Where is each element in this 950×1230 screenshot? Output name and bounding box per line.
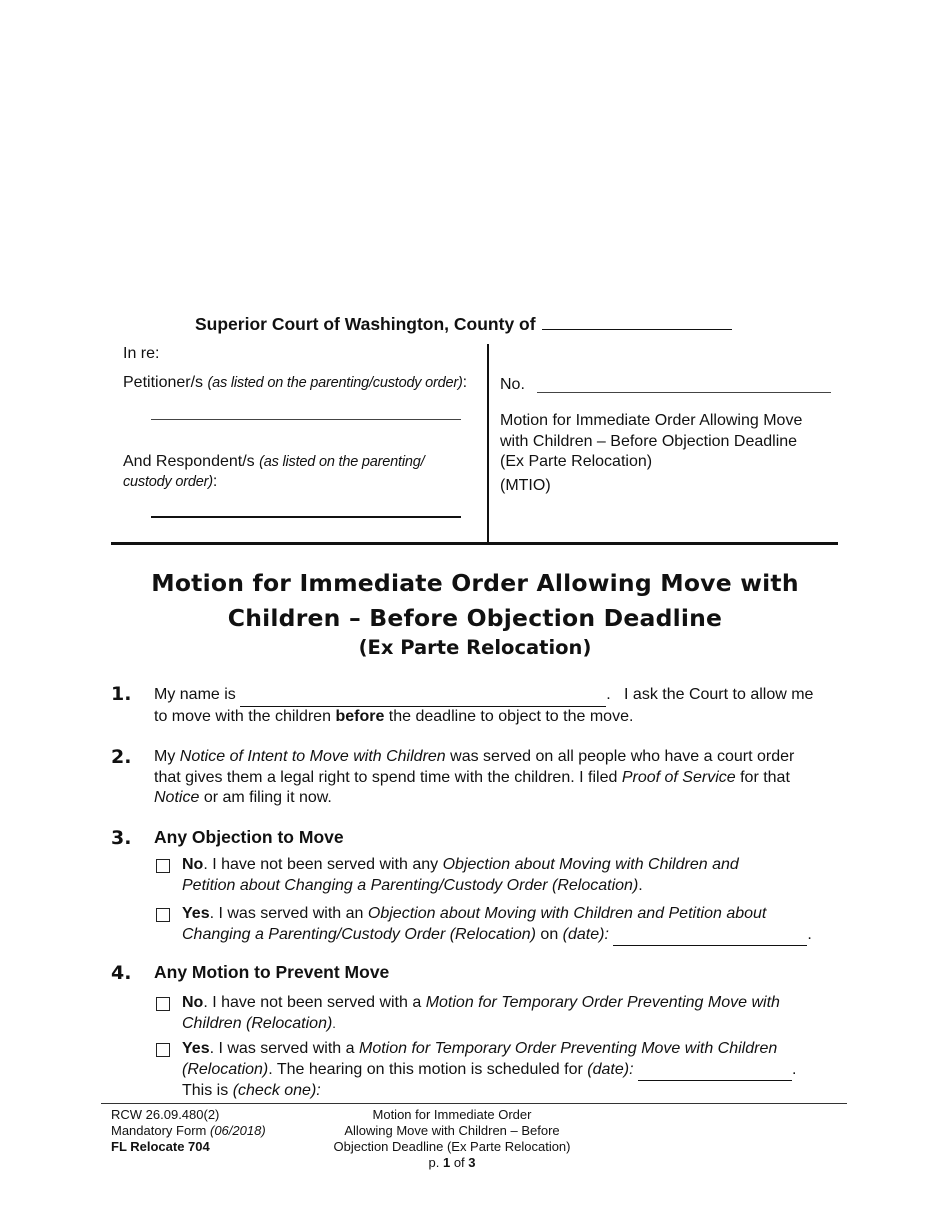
objection-date-field[interactable] <box>613 925 807 947</box>
petitioner-label: Petitioner/s (as listed on the parenting/custody order): <box>123 374 468 391</box>
objection-yes-checkbox[interactable] <box>156 908 170 922</box>
objection-no-option: No. I have not been served with any Objection about Moving with Children and Petition about Changing a Parenting/Custody Order (Relocation). <box>182 856 739 894</box>
prevent-move-yes-option: Yes. I was served with a Motion for Temporary Order Preventing Move with Children (Relocation). The hearing on this motion is scheduled for (date): . This is (check one): <box>182 1040 797 1099</box>
section-3-heading: Any Objection to Move <box>154 827 344 847</box>
hearing-date-field[interactable] <box>638 1060 792 1082</box>
petitioner-name-field[interactable] <box>151 419 461 420</box>
section-1-body: My name is . I ask the Court to allow me to move with the children before the deadline to object to the move. <box>154 686 814 725</box>
case-number-field[interactable] <box>537 392 831 393</box>
page-number: p. 1 of 3 <box>428 1155 476 1170</box>
footer-center: Motion for Immediate Order Allowing Move with Children – Before Objection Deadline (Ex Parte Relocation) p. 1 of 3 <box>302 1107 602 1171</box>
section-4-number: 4. <box>111 962 132 984</box>
section-1-number: 1. <box>111 683 132 705</box>
page-subtitle: (Ex Parte Relocation) <box>358 636 592 659</box>
section-3-number: 3. <box>111 827 132 849</box>
prevent-move-yes-checkbox[interactable] <box>156 1043 170 1057</box>
section-2-body: My Notice of Intent to Move with Children was served on all people who have a court order that gives them a legal right to spend time with the children. I filed Proof of Service for that Notice or am filing it now. <box>154 748 795 806</box>
respondent-name-field[interactable] <box>151 516 461 518</box>
caption-doc-title: Motion for Immediate Order Allowing Move with Children – Before Objection Deadline (Ex Parte Relocation) (MTIO) <box>500 411 802 496</box>
caption-divider-horizontal <box>111 542 838 545</box>
county-field[interactable] <box>542 315 732 330</box>
form-id: FL Relocate 704 <box>111 1139 210 1154</box>
prevent-move-no-checkbox[interactable] <box>156 997 170 1011</box>
in-re-label: In re: <box>123 345 160 362</box>
doc-code: (MTIO) <box>500 476 551 494</box>
caption-divider-vertical <box>487 344 489 544</box>
respondent-label: And Respondent/s (as listed on the parenting/ custody order): <box>123 453 425 490</box>
footer-left: RCW 26.09.480(2) Mandatory Form (06/2018) FL Relocate 704 <box>111 1107 266 1154</box>
objection-no-checkbox[interactable] <box>156 859 170 873</box>
court-heading-text: Superior Court of Washington, County of <box>195 314 536 334</box>
page-title: Motion for Immediate Order Allowing Move with Children – Before Objection Deadline <box>151 569 799 632</box>
case-number-label: No. <box>500 376 525 393</box>
objection-yes-option: Yes. I was served with an Objection about Moving with Children and Petition about Changing a Parenting/Custody Order (Relocation) on (date): . <box>182 904 862 946</box>
court-heading <box>195 314 732 335</box>
section-2-number: 2. <box>111 746 132 768</box>
section-4-heading: Any Motion to Prevent Move <box>154 962 390 982</box>
footer-divider <box>101 1103 847 1104</box>
prevent-move-no-option: No. I have not been served with a Motion for Temporary Order Preventing Move with Children (Relocation). <box>182 994 780 1032</box>
name-field[interactable] <box>240 685 606 707</box>
